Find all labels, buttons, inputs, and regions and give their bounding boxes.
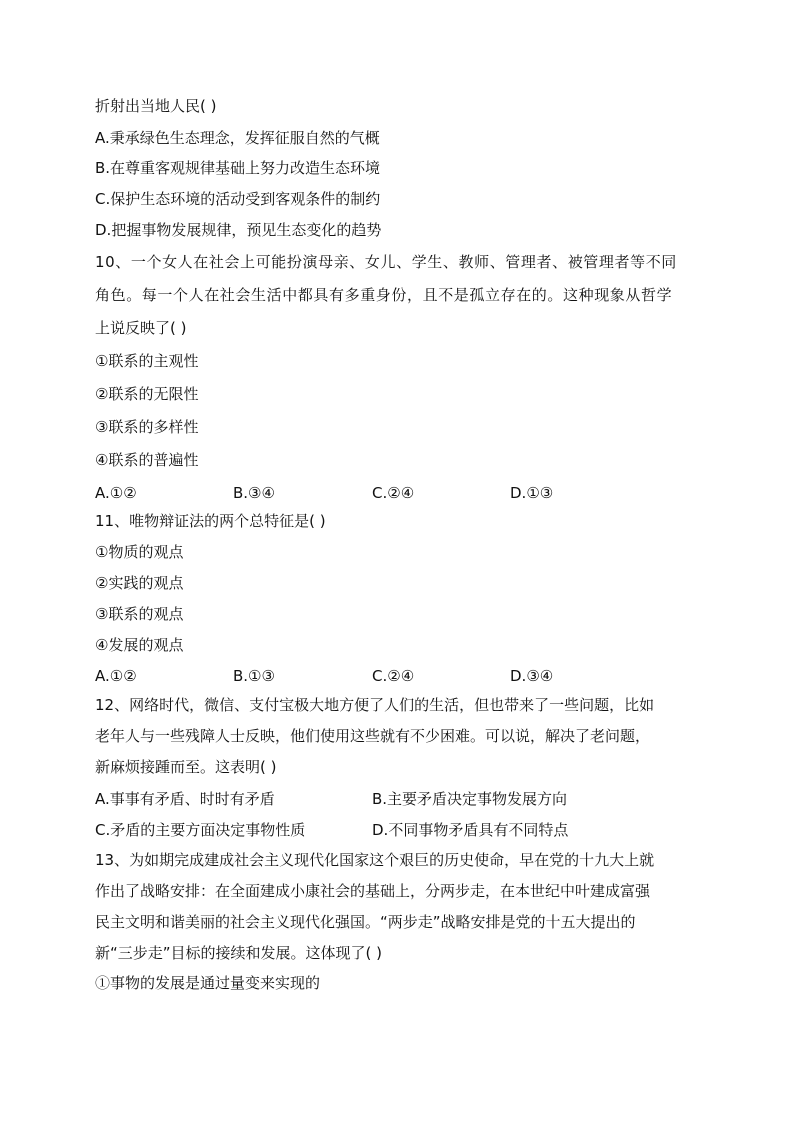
q12-stem-line-1: 12、网络时代，微信、支付宝极大地方便了人们的生活，但也带来了一些问题，比如 (95, 696, 655, 714)
q12-choice-b: B.主要矛盾决定事物发展方向 (372, 790, 568, 808)
q12-stem-line-2: 老年人与一些残障人士反映，他们使用这些就有不少困难。可以说，解决了老问题， (95, 727, 651, 745)
q11-stem: 11、唯物辩证法的两个总特征是( ) (95, 512, 326, 530)
q12-choice-c: C.矛盾的主要方面决定事物性质 (95, 821, 306, 839)
q11-item-2: ②实践的观点 (95, 574, 184, 592)
q10-item-4: ④联系的普遍性 (95, 451, 199, 469)
q10-stem-line-3: 上说反映了( ) (95, 319, 187, 337)
q11-item-1: ①物质的观点 (95, 543, 184, 561)
q12-choice-d: D.不同事物矛盾具有不同特点 (372, 821, 569, 839)
q13-stem-line-2: 作出了战略安排：在全面建成小康社会的基础上，分两步走，在本世纪中叶建成富强 (95, 882, 651, 900)
q9-option-a: A.秉承绿色生态理念，发挥征服自然的气概 (95, 129, 380, 147)
q11-item-4: ④发展的观点 (95, 636, 184, 654)
q10-choice-b: B.③④ (233, 484, 275, 502)
q10-stem-line-1: 10、一个女人在社会上可能扮演母亲、女儿、学生、教师、管理者、被管理者等不同 (95, 253, 677, 271)
q12-choice-a: A.事事有矛盾、时时有矛盾 (95, 790, 275, 808)
q11-choice-b: B.①③ (233, 667, 275, 685)
q9-option-c: C.保护生态环境的活动受到客观条件的制约 (95, 190, 381, 208)
q11-item-3: ③联系的观点 (95, 605, 184, 623)
q11-choice-d: D.③④ (510, 667, 554, 685)
q10-item-3: ③联系的多样性 (95, 418, 199, 436)
q10-stem-line-2: 角色。每一个人在社会生活中都具有多重身份，且不是孤立存在的。这种现象从哲学 (95, 286, 673, 304)
q11-choice-a: A.①② (95, 667, 137, 685)
q9-stem-tail: 折射出当地人民( ) (95, 97, 217, 115)
q10-item-2: ②联系的无限性 (95, 385, 199, 403)
q12-stem-line-3: 新麻烦接踵而至。这表明( ) (95, 758, 277, 776)
q11-choice-c: C.②④ (372, 667, 415, 685)
q10-choice-a: A.①② (95, 484, 137, 502)
q10-item-1: ①联系的主观性 (95, 352, 199, 370)
q9-option-d: D.把握事物发展规律，预见生态变化的趋势 (95, 221, 382, 239)
q10-choice-c: C.②④ (372, 484, 415, 502)
q9-option-b: B.在尊重客观规律基础上努力改造生态环境 (95, 159, 381, 177)
q10-choice-d: D.①③ (510, 484, 554, 502)
q13-item-1: ①事物的发展是通过量变来实现的 (95, 974, 321, 992)
q13-stem-line-1: 13、为如期完成建成社会主义现代化国家这个艰巨的历史使命，早在党的十九大上就 (95, 851, 655, 869)
q13-stem-line-4: 新“三步走”目标的接续和发展。这体现了( ) (95, 944, 383, 962)
q13-stem-line-3: 民主文明和谐美丽的社会主义现代化强国。“两步走”战略安排是党的十五大提出的 (95, 913, 636, 931)
